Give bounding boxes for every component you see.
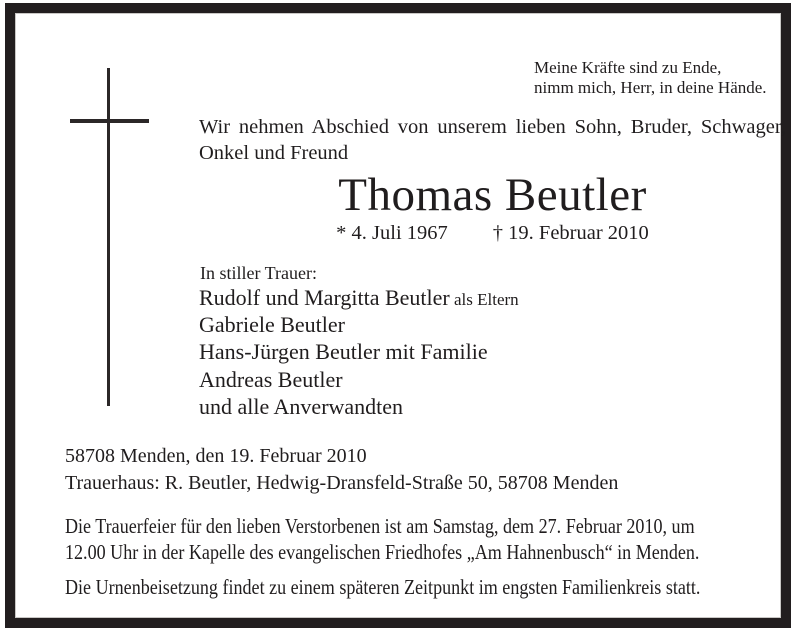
mourner-row	[199, 285, 519, 312]
birth-date: * 4. Juli 1967	[336, 222, 448, 244]
funeral-service-paragraph	[65, 514, 699, 565]
mourner-name: Hans-Jürgen Beutler mit Familie	[199, 339, 488, 365]
mourner-name: und alle Anverwandten	[199, 393, 404, 419]
farewell-intro-line: Wir nehmen Abschied von unserem lieben Sohn, Bruder, Schwager,	[199, 116, 786, 138]
funeral-service-line: Die Trauerfeier für den lieben Verstorbenen ist am Samstag, dem 27. Februar 2010, um	[65, 514, 695, 538]
obituary-page	[5, 3, 791, 628]
deceased-name: Thomas Beutler	[338, 169, 647, 221]
mourner-name: Andreas Beutler	[199, 366, 343, 392]
funeral-service-line: 12.00 Uhr in der Kapelle des evangelischen Friedhofes „Am Hahnenbusch“ in Menden.	[65, 539, 700, 564]
mourner-row	[199, 312, 519, 339]
farewell-intro-line: Onkel und Freund	[199, 142, 349, 164]
mourner-row	[199, 339, 519, 366]
urn-burial-notice: Die Urnenbeisetzung findet zu einem späteren Zeitpunkt im engsten Familienkreis statt.	[65, 575, 701, 599]
mourner-row	[199, 367, 519, 394]
mourning-label: In stiller Trauer:	[200, 263, 317, 283]
memorial-verse	[534, 58, 767, 97]
cross-icon-horizontal-bar	[70, 119, 149, 123]
mourner-suffix: als Eltern	[449, 290, 519, 309]
mourner-name: Rudolf und Margitta Beutler	[199, 285, 450, 310]
life-dates	[199, 222, 786, 245]
memorial-verse-line: Meine Kräfte sind zu Ende,	[534, 58, 722, 77]
mourners-list	[199, 285, 519, 421]
mourner-row	[199, 394, 519, 421]
place-date-line: 58708 Menden, den 19. Februar 2010	[65, 445, 367, 467]
mourning-house-line: Trauerhaus: R. Beutler, Hedwig-Dransfeld-Straße 50, 58708 Menden	[65, 471, 619, 494]
farewell-intro	[199, 114, 786, 166]
memorial-verse-line: nimm mich, Herr, in deine Hände.	[534, 77, 767, 97]
place-and-house-block	[65, 443, 618, 496]
death-date: † 19. Februar 2010	[492, 222, 649, 244]
mourner-name: Gabriele Beutler	[199, 312, 345, 338]
